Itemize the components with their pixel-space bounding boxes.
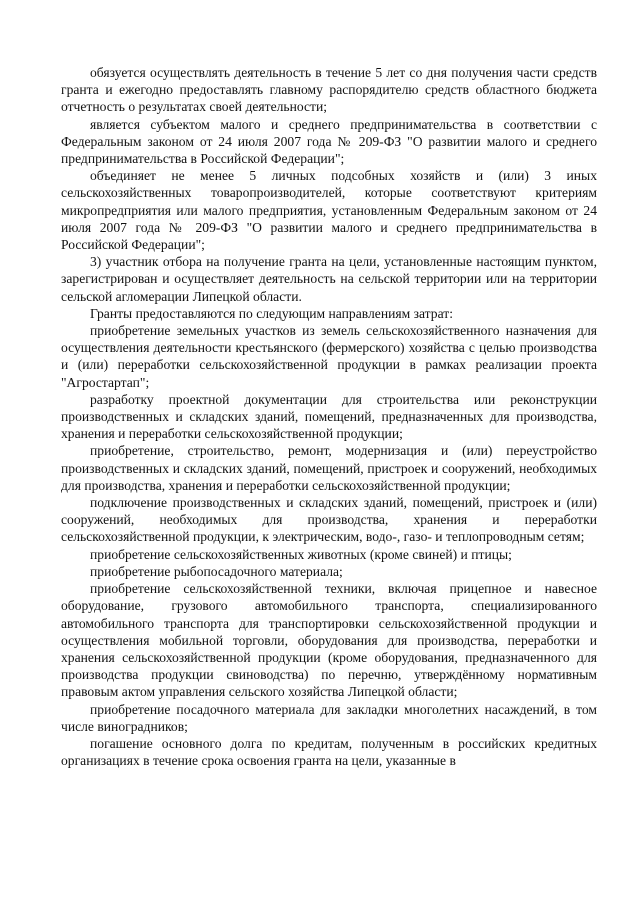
document-page	[61, 64, 597, 769]
paragraph-livestock-purchase: приобретение сельскохозяйственных животных (кроме свиней) и птицы;	[90, 546, 512, 562]
paragraph-planting-material: приобретение посадочного материала для закладки многолетних насаждений, в том числе виноградников;	[61, 701, 597, 734]
paragraph-land-purchase: приобретение земельных участков из земель сельскохозяйственного назначения для осуществления деятельности крестьянского (фермерского) хозяйства с целью производства и (или) переработки сельскохозяйственной продукции в рамках реализации проекта "Агростартап";	[61, 323, 597, 390]
paragraph-loan-repayment: погашение основного долга по кредитам, полученным в российских кредитных организациях в течение срока освоения гранта на цели, указанные в	[61, 735, 597, 769]
paragraph-rural-territory: 3) участник отбора на получение гранта на цели, установленные настоящим пунктом, зарегистрирован и осуществляет деятельность на сельской территории или на территории сельской агломерации Липецкой области.	[61, 254, 597, 304]
paragraph-buildings-construction: приобретение, строительство, ремонт, модернизация и (или) переустройство производственных и складских зданий, помещений, пристроек и сооружений, необходимых для производства, хранения и переработки сельскохозяйственной продукции;	[61, 443, 597, 493]
paragraph-fish-stock: приобретение рыбопосадочного материала;	[90, 563, 343, 579]
paragraph-utility-connection: подключение производственных и складских зданий, помещений, пристроек и (или) сооружений, необходимых для производства, хранения и переработки сельскохозяйственной продукции, к электрическим, водо-, газо- и теплопроводным сетям;	[61, 495, 597, 545]
paragraph-reporting-obligation: обязуется осуществлять деятельность в течение 5 лет со дня получения части средств гранта и ежегодно предоставлять главному распорядителю средств областного бюджета отчетность о результатах своей деятельности;	[61, 65, 597, 115]
paragraph-grant-directions-intro: Гранты предоставляются по следующим направлениям затрат:	[90, 305, 453, 321]
paragraph-sme-status: является субъектом малого и среднего предпринимательства в соответствии с Федеральным законом от 24 июля 2007 года № 209-ФЗ "О развитии малого и среднего предпринимательства в Российской Федерации";	[61, 116, 597, 167]
paragraph-cooperation-members: объединяет не менее 5 личных подсобных хозяйств и (или) 3 иных сельскохозяйственных товаропроизводителей, которые соответствуют критериям микропредприятия или малого предприятия, установленным Федеральным законом от 24 июля 2007 года № 209-ФЗ "О развитии малого и среднего предпринимательства в Российской Федерации";	[61, 168, 597, 253]
paragraph-machinery-purchase: приобретение сельскохозяйственной техники, включая прицепное и навесное оборудование, грузового автомобильного транспорта, специализированного автомобильного транспорта для транспортировки сельскохозяйственной продукции и осуществления мобильной торговли, оборудования для производства, переработки и хранения сельскохозяйственной продукции (кроме оборудования, предназначенного для производства продукции свиноводства) по перечню, утверждённому нормативным правовым актом управления сельского хозяйства Липецкой области;	[61, 581, 597, 700]
paragraph-design-documentation: разработку проектной документации для строительства или реконструкции производственных и складских зданий, помещений, предназначенных для производства, хранения и переработки сельскохозяйственной продукции;	[61, 391, 597, 442]
